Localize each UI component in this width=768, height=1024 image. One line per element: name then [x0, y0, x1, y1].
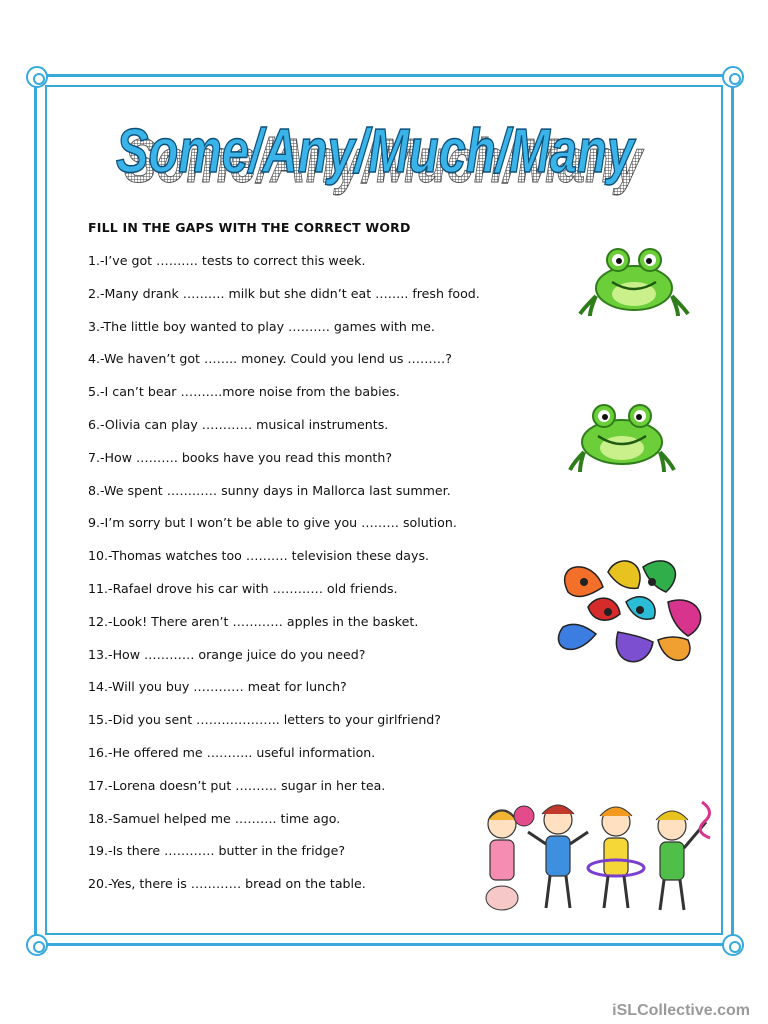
question-item: 8.-We spent ………… sunny days in Mallorca last summer.	[88, 482, 451, 498]
svg-text:Some/Any/Much/Many: Some/Any/Much/Many	[124, 127, 645, 196]
frog-illustration-icon	[566, 402, 678, 476]
question-item: 17.-Lorena doesn’t put ………. sugar in her tea.	[88, 777, 386, 793]
question-item: 14.-Will you buy ………… meat for lunch?	[88, 679, 347, 695]
question-item: 5.-I can’t bear ……….more noise from the babies.	[88, 384, 400, 400]
question-item: 12.-Look! There aren’t ………… apples in the basket.	[88, 613, 419, 629]
worksheet-title	[110, 110, 670, 200]
question-item: 13.-How ………… orange juice do you need?	[88, 646, 366, 662]
question-item: 10.-Thomas watches too ………. television these days.	[88, 548, 430, 564]
corner-ornament-top-left	[26, 66, 48, 88]
question-item: 2.-Many drank ………. milk but she didn’t eat …….. fresh food.	[88, 285, 480, 301]
question-item: 3.-The little boy wanted to play ………. games with me.	[88, 318, 435, 334]
children-illustration-icon	[466, 792, 718, 920]
question-item: 18.-Samuel helped me ………. time ago.	[88, 810, 341, 826]
question-item: 20.-Yes, there is ………… bread on the table.	[88, 876, 366, 892]
question-item: 9.-I’m sorry but I won’t be able to give you ……… solution.	[88, 515, 457, 531]
question-item: 11.-Rafael drove his car with ………… old friends.	[88, 580, 398, 596]
butterflies-illustration-icon	[548, 552, 716, 678]
question-item: 15.-Did you sent ……………….. letters to your girlfriend?	[88, 712, 441, 728]
question-item: 6.-Olivia can play ………… musical instruments.	[88, 416, 389, 432]
corner-ornament-top-right	[722, 66, 744, 88]
title-text: Some/Any/Much/Many	[116, 117, 637, 186]
corner-ornament-bottom-right	[722, 934, 744, 956]
question-item: 7.-How ………. books have you read this month?	[88, 449, 393, 465]
frog-illustration-icon	[578, 244, 690, 320]
corner-ornament-bottom-left	[26, 934, 48, 956]
question-item: 1.-I’ve got ………. tests to correct this week.	[88, 253, 366, 268]
instructions-heading: FILL IN THE GAPS WITH THE CORRECT WORD	[88, 220, 411, 235]
question-item: 19.-Is there ………… butter in the fridge?	[88, 843, 346, 859]
site-watermark: iSLCollective.com	[612, 1002, 750, 1019]
question-item: 16.-He offered me ……….. useful information.	[88, 744, 376, 760]
question-item: 4.-We haven’t got …….. money. Could you lend us ………?	[88, 351, 452, 367]
